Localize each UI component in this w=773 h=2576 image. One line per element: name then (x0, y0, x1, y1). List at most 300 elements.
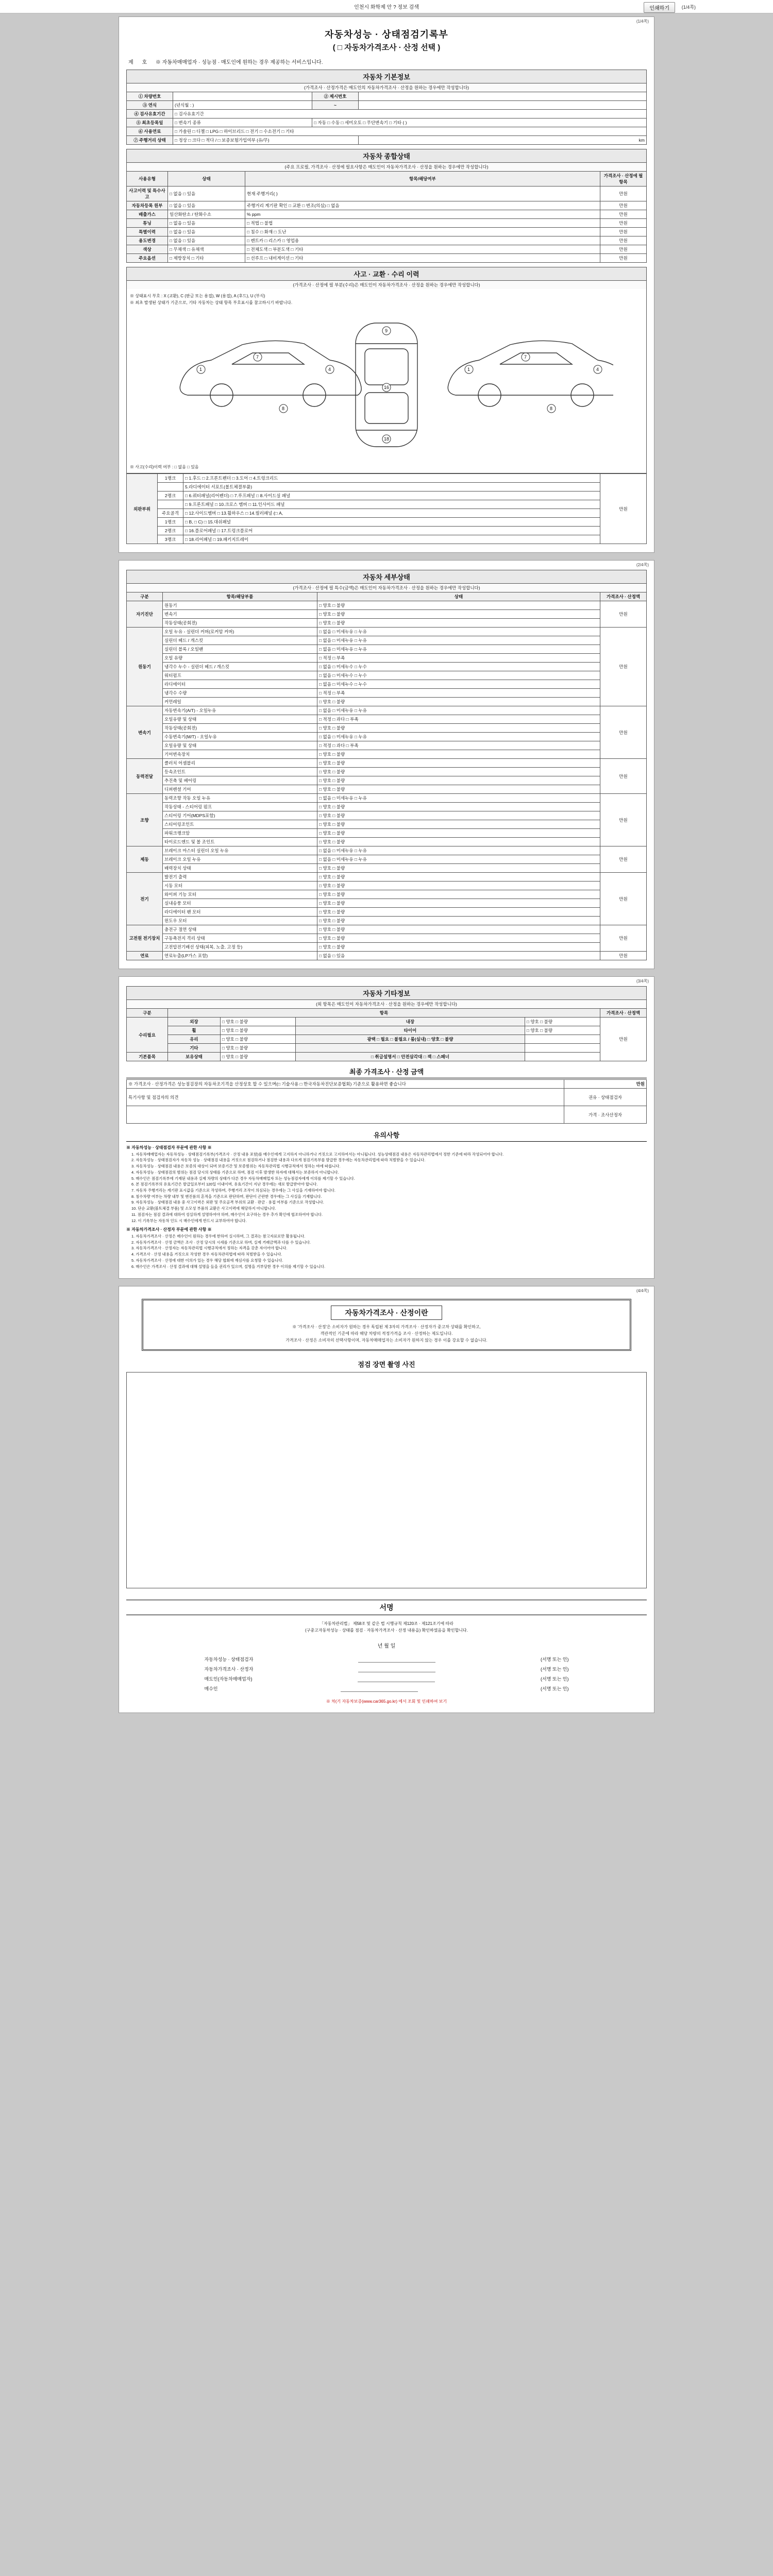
cell-value[interactable]: □ 자동 □ 수동 □ 세미오토 □ 무단변속기 □ 기타 ( ) (312, 118, 647, 127)
svg-text:18: 18 (384, 436, 390, 442)
detail-state[interactable]: □ 없음 □ 미세누유 □ 누유 (317, 636, 600, 645)
table-row (127, 776, 647, 785)
table-row (127, 492, 647, 500)
table-row (127, 210, 647, 219)
diagram-legend (130, 464, 643, 470)
detail-item: 동력조향 작동 오일 누유 (163, 794, 317, 803)
col-header: 상태 (168, 172, 245, 187)
table-row (127, 245, 647, 254)
signature-line: 「자동차관리법」 제58조 및 같은 법 시행규칙 제120조 · 제121조기에 따라 (320, 1621, 453, 1626)
parts-amount[interactable]: 만원 (600, 474, 647, 544)
table-row (127, 698, 647, 706)
detail-amount[interactable]: 만원 (600, 628, 647, 706)
detail-state[interactable]: □ 양호 □ 불량 (317, 601, 600, 610)
detail-state[interactable]: □ 없음 □ 미세누수 □ 누수 (317, 680, 600, 689)
etc-item: 휠 (168, 1026, 221, 1035)
terms-paragraph: 10. 단순 교환(볼트체결 부품) 및 소모성 부품의 교환은 사고이력에 해당하지 아니합니다. (131, 1206, 276, 1211)
detail-state[interactable]: □ 적정 □ 부족 (317, 654, 600, 663)
etc-state[interactable]: □ 양호 □ 불량 (220, 1026, 295, 1035)
rank-items[interactable]: □ 1.후드 □ 2.프론트펜더 □ 3.도어 □ 4.트렁크리드 (183, 474, 600, 483)
cell-state[interactable]: □ 없음 □ 있음 (168, 187, 245, 201)
detail-state[interactable]: □ 양호 □ 불량 (317, 917, 600, 925)
rank-cell: 2랭크 (158, 527, 183, 535)
rank-items[interactable]: □ 16.플로어패널 □ 17.트렁크플로어 (183, 527, 600, 535)
pages (0, 13, 773, 1731)
cell-amount[interactable]: 만원 (600, 254, 647, 263)
table-row (127, 741, 647, 750)
detail-state[interactable]: □ 양호 □ 불량 (317, 934, 600, 943)
appraisal-definition-line: ※ '가격조사 · 산정'은 소비자가 원하는 경우 독립된 제 3자의 가격조사 · 산정자가 중고차 상태를 확인하고, (292, 1325, 481, 1330)
page-4-number: (4/4쪽) (636, 1289, 649, 1294)
detail-item: 디퍼렌셜 기어 (163, 785, 317, 794)
cell-state[interactable]: □ 제방장치 □ 기타 (168, 254, 245, 263)
detail-state[interactable]: □ 양호 □ 불량 (317, 882, 600, 890)
table-row (127, 671, 647, 680)
terms-paragraph: 2. 자동차성능 · 상태점검자가 자동차 성능 · 상태점검 내용을 거짓으로 점검하거나 점검한 내용과 다르게 점검기록부를 발급한 경우에는 자동차관리법에 따라 처벌받을 수 있습니다. (131, 1158, 426, 1163)
detail-item: 클러치 어셈블리 (163, 759, 317, 768)
group-label: 전기 (127, 873, 163, 925)
table-row (127, 829, 647, 838)
cell-value[interactable]: □ 가솔린 □ 디젤 □ LPG □ 하이브리드 □ 전기 □ 수소전기 □ 기타 (173, 127, 647, 136)
detail-item: 워터펌프 (163, 671, 317, 680)
table-row (127, 101, 647, 110)
rank-cell: 3랭크 (158, 535, 183, 544)
detail-item: 오일유량 및 상태 (163, 715, 317, 724)
cell-label: ⑥ 사용연료 (127, 127, 173, 136)
signature-title: 서명 (126, 1600, 647, 1615)
cell-value[interactable]: □ 검사유효기간 (173, 110, 647, 118)
etc-item2: 타이어 (295, 1026, 525, 1035)
table-row (127, 654, 647, 663)
detail-item: 오일 유량 (163, 654, 317, 663)
col-header: 사용유형 (127, 172, 168, 187)
table-row (127, 855, 647, 864)
page-title: 자동차성능 · 상태점검기록부 (325, 29, 448, 40)
signature-lines (205, 1654, 569, 1693)
rank-items[interactable]: □ 9.프론트패널 □ 10.크로스 멤버 □ 11.인사이드 패널 (183, 500, 600, 509)
cell-value[interactable] (173, 92, 312, 101)
detail-item: 실내송풍 모터 (163, 899, 317, 908)
table-row (127, 127, 647, 136)
detail-state[interactable]: □ 적정 □ 부족 (317, 689, 600, 698)
detail-state[interactable]: □ 양호 □ 불량 (317, 750, 600, 759)
section-accident-note: (가격조사 · 산정에 필 부분(수리)은 매도인이 자동차가격조사 · 산정을 원하는 경우에만 작성합니다) (126, 281, 647, 289)
detail-amount[interactable]: 만원 (600, 706, 647, 759)
detail-state[interactable]: □ 양호 □ 불량 (317, 776, 600, 785)
parts-rank-table (126, 473, 647, 544)
page-2 (119, 560, 654, 969)
signature-role: 매도인(자동차매매업자) (204, 1676, 253, 1682)
cell-amount[interactable]: 만원 (600, 201, 647, 210)
section-basic-title: 자동차 기본정보 (126, 70, 647, 83)
cell-items[interactable]: 주행거리 계기판 확인 □ 교환 □ 변조(의심) □ 없음 (245, 201, 600, 210)
cell-state[interactable]: 일산화탄소 / 탄화수소 (168, 210, 245, 219)
detail-state[interactable]: □ 적정 □ 과다 □ 부족 (317, 741, 600, 750)
section-detail-note: (가격조사 · 산정에 필 특수(금액)은 매도인이 자동차가격조사 · 산정을 원하는 경우에만 작성합니다) (126, 584, 647, 592)
detail-state[interactable]: □ 없음 □ 미세누유 □ 누유 (317, 794, 600, 803)
detail-state[interactable]: □ 없음 □ 미세누유 □ 누유 (317, 645, 600, 654)
cell-amount[interactable]: 만원 (600, 210, 647, 219)
car-diagram (160, 308, 613, 462)
cell-items[interactable]: % ppm (245, 210, 600, 219)
cell-label: ~ (312, 101, 359, 110)
detail-amount[interactable]: 만원 (600, 759, 647, 794)
table-row (127, 820, 647, 829)
cell-amount[interactable]: 만원 (600, 219, 647, 228)
detail-state[interactable]: □ 양호 □ 불량 (317, 908, 600, 917)
detail-state[interactable]: □ 양호 □ 불량 (317, 811, 600, 820)
terms-paragraph: 3. 자동차성능 · 상태점검 내용은 보증의 대상이 되며 보증기간 및 보증범위는 자동차관리법 시행규칙에서 정하는 바에 따릅니다. (131, 1164, 341, 1169)
final-amount[interactable]: 만원 (564, 1080, 647, 1089)
detail-state[interactable]: □ 양호 □ 불량 (317, 803, 600, 811)
detail-state[interactable]: □ 양호 □ 불량 (317, 768, 600, 776)
table-row (127, 1106, 647, 1124)
detail-state[interactable]: □ 양호 □ 불량 (317, 610, 600, 619)
col-header: 구분 (127, 592, 163, 601)
detail-state[interactable]: □ 없음 □ 미세누유 □ 누유 (317, 628, 600, 636)
table-row (127, 873, 647, 882)
table-row (127, 636, 647, 645)
cell-label: ③ 연식 (127, 101, 173, 110)
rank-cell: 2랭크 (158, 492, 183, 500)
table-row (127, 527, 647, 535)
cell-value[interactable] (359, 101, 647, 110)
diagram-note-2: ※ 최초 발생된 상태가 기준으로, 기타 자동차는 상태 항목 부호표시를 참고하시기 바랍니다. (130, 300, 293, 305)
table-row (127, 838, 647, 846)
detail-item: 발전기 출력 (163, 873, 317, 882)
cell-state[interactable]: □ 무채색 □ 유채색 (168, 245, 245, 254)
terms-paragraph: 8. 침수차량 여부는 차량 내부 및 엔진룸의 흔적을 기준으로 판단하며, 판단이 곤란한 경우에는 그 사실을 기재합니다. (131, 1194, 322, 1199)
detail-state[interactable]: □ 양호 □ 불량 (317, 759, 600, 768)
signature-mark: (서명 또는 인) (541, 1686, 569, 1691)
detail-state[interactable]: □ 없음 □ 있음 (317, 952, 600, 960)
page-3 (119, 976, 654, 1279)
cell-label: ① 차량번호 (127, 92, 173, 101)
detail-state[interactable]: □ 양호 □ 불량 (317, 943, 600, 952)
detail-state[interactable]: □ 양호 □ 불량 (317, 890, 600, 899)
rank-items[interactable]: □ B, □ C) □ 15.대쉬패널 (183, 518, 600, 527)
signature-date: 년 월 일 (377, 1643, 396, 1649)
detail-item: 라디에이터 팬 모터 (163, 908, 317, 917)
table-row (127, 890, 647, 899)
table-row (127, 236, 647, 245)
final-price-title: 최종 가격조사 · 산정 금액 (126, 1066, 647, 1078)
photo-area (126, 1372, 647, 1588)
table-row (127, 952, 647, 960)
table-row (127, 92, 647, 101)
terms-heading: ※ 자동차가격조사 · 산정자 부문에 관한 사항 ※ (126, 1227, 212, 1232)
terms-paragraph: 1. 자동차가격조사 · 산정은 매수인이 원하는 경우에 한하여 실시하며, 그 결과는 참고자료로만 활용됩니다. (131, 1234, 306, 1239)
detail-state[interactable]: □ 없음 □ 미세누유 □ 누유 (317, 733, 600, 741)
detail-amount[interactable]: 만원 (600, 794, 647, 846)
detail-item: 라디에이터 (163, 680, 317, 689)
cell-items[interactable]: □ 선루프 □ 내비게이션 □ 기타 (245, 254, 600, 263)
detail-item: 작동상태(공회전) (163, 619, 317, 628)
detail-item: 등속조인트 (163, 768, 317, 776)
signature-field[interactable] (358, 1656, 435, 1663)
rank-items[interactable]: □ 12.사이드멤버 □ 13.휠하우스 □ 14.필러패널 (□ A, (183, 509, 600, 518)
detail-state[interactable]: □ 없음 □ 미세누수 □ 누수 (317, 671, 600, 680)
etc-state2[interactable]: □ 양호 □ 불량 (525, 1018, 600, 1026)
table-row (127, 750, 647, 759)
parts-label: 외판부위 (127, 474, 158, 544)
intro-no: 제 (128, 60, 133, 65)
detail-amount[interactable]: 만원 (600, 846, 647, 873)
detail-amount[interactable]: 만원 (600, 952, 647, 960)
etc-state2[interactable]: □ 양호 □ 불량 (525, 1026, 600, 1035)
signature-field[interactable] (358, 1666, 435, 1672)
overall-state-table (126, 171, 647, 263)
table-row (127, 118, 647, 127)
etc-item2 (295, 1044, 525, 1053)
terms-paragraph: 2. 자동차가격조사 · 산정 금액은 조사 · 산정 당시의 시세를 기준으로 하며, 실제 거래금액과 다를 수 있습니다. (131, 1240, 311, 1245)
signature-field[interactable] (358, 1675, 435, 1682)
remarks-blank[interactable] (127, 1106, 564, 1124)
detail-state[interactable]: □ 없음 □ 미세누유 □ 누유 (317, 706, 600, 715)
cell-items[interactable]: □ 전체도색 □ 부분도색 □ 기타 (245, 245, 600, 254)
cell-state[interactable]: □ 없음 □ 있음 (168, 201, 245, 210)
detail-state-table (126, 592, 647, 960)
cell-value: km (359, 136, 647, 145)
group-label: 동력전달 (127, 759, 163, 794)
etc-item2: 내장 (295, 1018, 525, 1026)
cell-label: ⑦ 주행거리 상태 (127, 136, 173, 145)
svg-text:8: 8 (550, 406, 553, 411)
rank-cell: 주요골격 (158, 509, 183, 518)
detail-item: 연료누출(LP가스 포함) (163, 952, 317, 960)
topbar (0, 0, 773, 13)
rank-cell (158, 483, 183, 492)
signature-field[interactable] (341, 1685, 418, 1692)
terms-paragraph: 3. 자동차가격조사 · 산정자는 자동차관리법 시행규칙에서 정하는 자격을 갖춘 자이어야 합니다. (131, 1246, 288, 1251)
group-label: 조향 (127, 794, 163, 846)
inspector-label: 권유 · 상태점검자 (564, 1089, 647, 1106)
col-header: 가격조사 · 산정액 (600, 1009, 647, 1018)
table-row (127, 846, 647, 855)
signature-row (205, 1684, 569, 1693)
detail-item: 타이로드엔드 및 볼 조인트 (163, 838, 317, 846)
detail-state[interactable]: □ 없음 □ 미세누수 □ 누수 (317, 663, 600, 671)
cell-items[interactable]: □ 렌트카 □ 리스카 □ 영업용 (245, 236, 600, 245)
cell-value[interactable]: (년식월 : ) (173, 101, 312, 110)
col-header: 가격조사 · 산정액 (600, 592, 647, 601)
detail-state[interactable]: □ 양호 □ 불량 (317, 698, 600, 706)
cell-value[interactable]: □ 정상 □ 크다 □ 적다 / □ 보증보험가입여부 (유/무) (173, 136, 359, 145)
table-row (127, 518, 647, 527)
etc-item: 유리 (168, 1035, 221, 1044)
terms-paragraph: 5. 매수인은 점검기록부에 기재된 내용과 실제 차량의 상태가 다른 경우 자동차매매업자 또는 성능점검자에게 이의를 제기할 수 있습니다. (131, 1176, 355, 1181)
terms-paragraph: 11. 점검자는 점검 결과에 대하여 성실하게 설명하여야 하며, 매수인이 요구하는 경우 추가 확인에 협조하여야 합니다. (131, 1212, 323, 1217)
appraiser-label: 가격 · 조사산정자 (564, 1106, 647, 1124)
cell-label: ② 제시번호 (312, 92, 359, 101)
detail-state[interactable]: □ 없음 □ 미세누유 □ 누유 (317, 855, 600, 864)
cell-value[interactable] (359, 92, 647, 101)
svg-text:4: 4 (596, 367, 599, 372)
group-label: 제동 (127, 846, 163, 873)
table-row (127, 794, 647, 803)
cell-cat: 사고이력 및 특수사고 (127, 187, 168, 201)
detail-state[interactable]: □ 양호 □ 불량 (317, 724, 600, 733)
detail-state[interactable]: □ 없음 □ 미세누유 □ 누유 (317, 846, 600, 855)
detail-state[interactable]: □ 양호 □ 불량 (317, 838, 600, 846)
section-accident-title: 사고 · 교환 · 수리 이력 (126, 267, 647, 281)
detail-item: 스티어링조인트 (163, 820, 317, 829)
etc-item: 기타 (168, 1044, 221, 1053)
table-row (127, 483, 647, 492)
detail-state[interactable]: □ 양호 □ 불량 (317, 820, 600, 829)
col-header: 항목 (168, 1009, 600, 1018)
table-row (127, 500, 647, 509)
detail-item: 윈도우 모터 (163, 917, 317, 925)
cell-amount[interactable]: 만원 (600, 228, 647, 236)
terms-paragraph: 6. 본 점검기록부의 유효기간은 발급일로부터 120일 이내이며, 유효기간이 지난 경우에는 새로 발급받아야 합니다. (131, 1182, 318, 1187)
cell-label: ④ 검사유효기간 (127, 110, 173, 118)
etc-state[interactable]: □ 양호 □ 불량 (220, 1018, 295, 1026)
appraisal-definition-line: 가격조사 · 산정은 소비자의 선택사항이며, 자동차매매업자는 소비자가 원하지 않는 경우 이를 강요할 수 없습니다. (285, 1338, 488, 1343)
legend-left: ※ 사고(수리)이력 여부 : (130, 465, 174, 469)
cell-items[interactable]: □ 침수 □ 화재 □ 도난 (245, 228, 600, 236)
signature-role: 자동차성능 · 상태점검자 (204, 1656, 254, 1662)
photo-section-title: 점검 장면 촬영 사진 (358, 1360, 415, 1368)
detail-item: 원동기 (163, 601, 317, 610)
car-diagram-wrap (126, 289, 647, 473)
svg-text:7: 7 (256, 354, 259, 360)
col-header: 구분 (127, 1009, 168, 1018)
intro-ho: 호 (142, 60, 147, 65)
cell-state[interactable]: □ 없음 □ 있음 (168, 236, 245, 245)
cell-amount[interactable]: 만원 (600, 236, 647, 245)
detail-item: 수동변속기(M/T) - 오일누유 (163, 733, 317, 741)
table-header-row (127, 172, 647, 187)
detail-state[interactable]: □ 양호 □ 불량 (317, 899, 600, 908)
detail-state[interactable]: □ 양호 □ 불량 (317, 873, 600, 882)
table-row (127, 628, 647, 636)
etc-item2: □ 취급설명서 □ 안전삼각대 □ 잭 □ 스패너 (295, 1053, 525, 1061)
detail-state[interactable]: □ 양호 □ 불량 (317, 829, 600, 838)
col-header: 가격조사 · 산정에 필 항목 (600, 172, 647, 187)
detail-item: 작동상태 - 스티어링 펌프 (163, 803, 317, 811)
cell-amount[interactable]: 만원 (600, 245, 647, 254)
terms-title: 유의사항 (126, 1130, 647, 1142)
etc-category: 기본품목 (127, 1053, 168, 1061)
rank-cell: 1랭크 (158, 518, 183, 527)
cell-state[interactable]: □ 없음 □ 있음 (168, 219, 245, 228)
rank-items[interactable]: □ 6.쿼터패널(리어펜더) □ 7.루프패널 □ 8.사이드실 패널 (183, 492, 600, 500)
cell-amount[interactable]: 만원 (600, 187, 647, 201)
detail-amount[interactable]: 만원 (600, 601, 647, 628)
cell-value[interactable]: □ 변속기 종류 (173, 118, 312, 127)
col-header: 항목/해당부품 (163, 592, 317, 601)
rank-cell: 1랭크 (158, 474, 183, 483)
table-row (127, 254, 647, 263)
cell-state[interactable]: □ 없음 □ 있음 (168, 228, 245, 236)
table-row (127, 759, 647, 768)
detail-state[interactable]: □ 양호 □ 불량 (317, 864, 600, 873)
section-overall-note: (주요 프로필, 가격조사 · 산정에 필요사항은 매도인이 자동차가격조사 · 산정을 원하는 경우에만 작성합니다) (126, 163, 647, 171)
table-row (127, 899, 647, 908)
table-row (127, 1080, 647, 1089)
terms-paragraph: 9. 자동차성능 · 상태점검 내용 중 사고이력은 외판 및 주요골격 부위의 교환 · 판금 · 용접 여부를 기준으로 작성합니다. (131, 1200, 324, 1205)
etc-amount[interactable]: 만원 (600, 1018, 647, 1061)
detail-item: 변속기 (163, 610, 317, 619)
detail-state[interactable]: □ 양호 □ 불량 (317, 785, 600, 794)
table-row (127, 864, 647, 873)
detail-item: 시동 모터 (163, 882, 317, 890)
group-label: 고전원 전기장치 (127, 925, 163, 952)
etc-state2[interactable] (525, 1044, 600, 1053)
print-button[interactable]: 인쇄하기 (644, 2, 675, 13)
detail-amount[interactable]: 만원 (600, 873, 647, 925)
detail-item: 기어변속장치 (163, 750, 317, 759)
detail-item: 추진축 및 베어링 (163, 776, 317, 785)
detail-item: 브레이크 마스터 실린더 오일 누유 (163, 846, 317, 855)
page-4 (119, 1286, 654, 1713)
page-subtitle: ( □ 자동차가격조사 · 산정 선택 ) (332, 43, 441, 52)
page-1 (119, 16, 654, 553)
detail-item: 브레이크 오일 누유 (163, 855, 317, 864)
etc-category: 수리필요 (127, 1018, 168, 1053)
signature-mark: (서명 또는 인) (541, 1676, 569, 1682)
table-row (127, 1035, 647, 1044)
table-row (127, 219, 647, 228)
table-row (127, 768, 647, 776)
signature-text (126, 1620, 647, 1634)
detail-item: 충전구 절연 상태 (163, 925, 317, 934)
svg-text:1: 1 (199, 367, 203, 372)
legend-opts[interactable]: □ 없음 □ 있음 (174, 465, 199, 469)
signature-mark: (서명 또는 인) (541, 1656, 569, 1662)
etc-state2[interactable] (525, 1035, 600, 1044)
section-basic-note: (가격조사 · 산정가격은 매도인의 자동차가격조사 · 산정을 원하는 경우에만 작성합니다) (126, 83, 647, 92)
col-header: 항목/해당여부 (245, 172, 600, 187)
etc-state[interactable]: □ 양호 □ 불량 (220, 1053, 295, 1061)
cell-items[interactable]: □ 적법 □ 불법 (245, 219, 600, 228)
terms-paragraph: 12. 이 기록부는 자동차 인도 시 매수인에게 반드시 교부하여야 합니다. (131, 1218, 247, 1223)
detail-state[interactable]: □ 양호 □ 불량 (317, 925, 600, 934)
topbar-red-text: 인천시 화학제 안 ? 정보 검색 (354, 5, 419, 10)
etc-state[interactable]: □ 양호 □ 불량 (220, 1044, 295, 1053)
detail-item: 작동상태(공회전) (163, 724, 317, 733)
etc-state2[interactable] (525, 1053, 600, 1061)
signature-mark: (서명 또는 인) (541, 1666, 569, 1672)
cell-cat: 자동차등록 원부 (127, 201, 168, 210)
table-row (127, 136, 647, 145)
page-indicator: (1/4쪽) (681, 5, 696, 10)
detail-item: 냉각수 누수 - 실린더 헤드 / 개스킷 (163, 663, 317, 671)
terms-paragraph: 6. 매수인은 가격조사 · 산정 결과에 대해 설명을 들을 권리가 있으며, 설명을 거부당한 경우 이의를 제기할 수 있습니다. (131, 1264, 326, 1269)
detail-state[interactable]: □ 양호 □ 불량 (317, 619, 600, 628)
cell-cat: 특별이력 (127, 228, 168, 236)
table-row (127, 706, 647, 715)
intro-text: ※ 자동차매매업자 · 성능점 · 매도인에 원하는 경우 제공하는 서비스입니다. (155, 60, 323, 65)
detail-state[interactable]: □ 적정 □ 과다 □ 부족 (317, 715, 600, 724)
terms-paragraph: 4. 자동차성능 · 상태점검의 범위는 점검 당시의 상태를 기준으로 하며, 점검 이후 발생한 하자에 대해서는 보증하지 아니합니다. (131, 1170, 339, 1175)
rank-items[interactable]: 5.라디에이터 서포트(볼트체결부품) (183, 483, 600, 492)
table-row (127, 201, 647, 210)
group-label: 변속기 (127, 706, 163, 759)
detail-amount[interactable]: 만원 (600, 925, 647, 952)
cell-items[interactable]: 현재 주행거리( ) (245, 187, 600, 201)
table-row (127, 1089, 647, 1106)
etc-state[interactable]: □ 양호 □ 불량 (220, 1035, 295, 1044)
detail-item: 커먼레일 (163, 698, 317, 706)
detail-item: 실린더 헤드 / 개스킷 (163, 636, 317, 645)
svg-text:1: 1 (467, 367, 470, 372)
table-row (127, 619, 647, 628)
appraisal-definition-box (142, 1299, 631, 1350)
section-detail-title: 자동차 세부상태 (126, 570, 647, 584)
rank-items[interactable]: □ 18.리어패널 □ 19.패키지트레이 (183, 535, 600, 544)
